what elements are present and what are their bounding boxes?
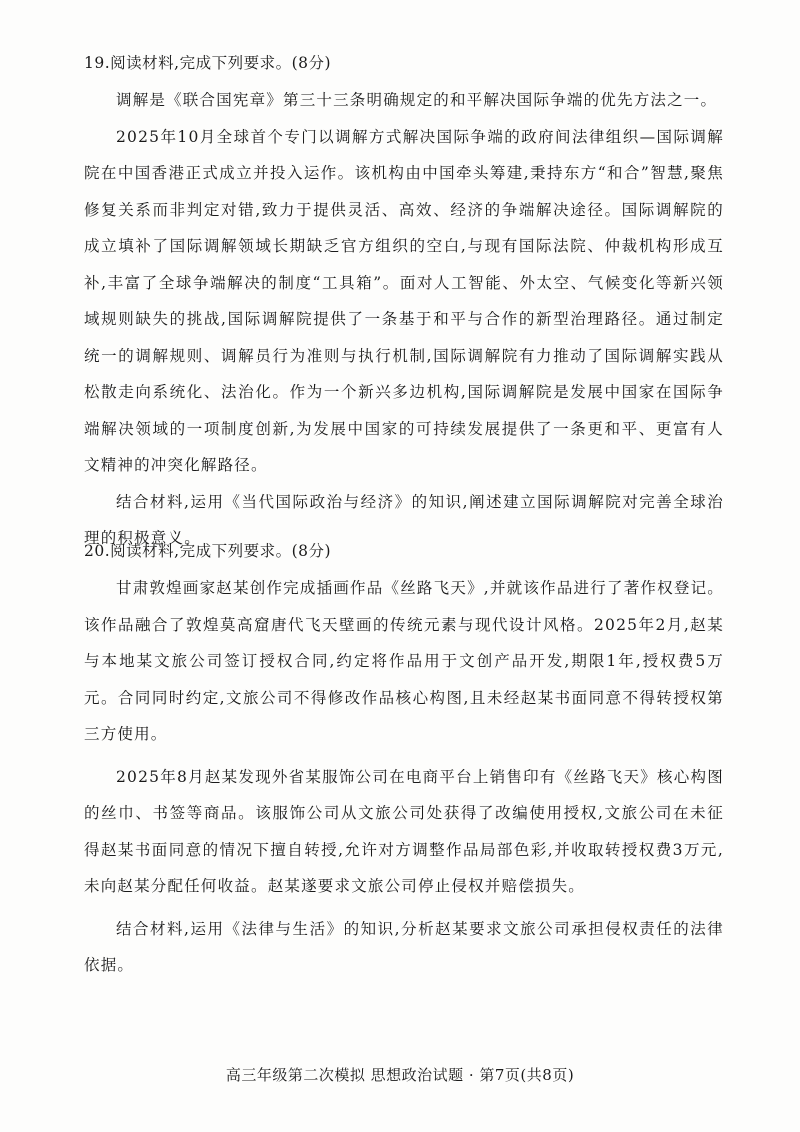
question-20-material-paragraph-1: 甘肃敦煌画家赵某创作完成插画作品《丝路飞天》,并就该作品进行了著作权登记。该作品融合了敦煌莫高窟唐代飞天壁画的传统元素与现代设计风格。2025年2月,赵某与本地某文旅公司签订授权合同,约定将作品用于文创产品开发,期限1年,授权费5万元。合同同时约定,文旅公司不得修改作品核心构图,且未经赵某书面同意不得转授权第三方使用。 (84, 579, 724, 743)
question-19-heading: 19.阅读材料,完成下列要求。(8分) (84, 54, 332, 72)
question-20-prompt-paragraph: 结合材料,运用《法律与生活》的知识,分析赵某要求文旅公司承担侵权责任的法律依据。 (84, 919, 724, 974)
question-20-heading: 20.阅读材料,完成下列要求。(8分) (84, 542, 332, 560)
question-20-material-paragraph-2: 2025年8月赵某发现外省某服饰公司在电商平台上销售印有《丝路飞天》核心构图的丝巾、书签等商品。该服饰公司从文旅公司处获得了改编使用授权,文旅公司在未征得赵某书面同意的情况下擅自转授,允许对方调整作品局部色彩,并收取转授权费3万元,未向赵某分配任何收益。赵某遂要求文旅公司停止侵权并赔偿损失。 (84, 767, 724, 895)
question-20 (84, 540, 724, 984)
question-19-prompt-paragraph: 结合材料,运用《当代国际政治与经济》的知识,阐述建立国际调解院对完善全球治理的积极意义。 (84, 492, 724, 547)
page-footer: 高三年级第二次模拟 思想政治试题 · 第7页(共8页) (225, 1066, 575, 1084)
question-19 (84, 52, 724, 557)
question-19-intro-paragraph: 调解是《联合国宪章》第三十三条明确规定的和平解决国际争端的优先方法之一。 (116, 91, 718, 109)
question-19-material-paragraph: 2025年10月全球首个专门以调解方式解决国际争端的政府间法律组织—国际调解院在中国香港正式成立并投入运作。该机构由中国牵头筹建,秉持东方“和合”智慧,聚焦修复关系而非判定对错,致力于提供灵活、高效、经济的争端解决途径。国际调解院的成立填补了国际调解领域长期缺乏官方组织的空白,与现有国际法院、仲裁机构形成互补,丰富了全球争端解决的制度“工具箱”。面对人工智能、外太空、气候变化等新兴领域规则缺失的挑战,国际调解院提供了一条基于和平与合作的新型治理路径。通过制定统一的调解规则、调解员行为准则与执行机制,国际调解院有力推动了国际调解实践从松散走向系统化、法治化。作为一个新兴多边机构,国际调解院是发展中国家在国际争端解决领域的一项制度创新,为发展中国家的可持续发展提供了一条更和平、更富有人文精神的冲突化解路径。 (84, 127, 724, 474)
